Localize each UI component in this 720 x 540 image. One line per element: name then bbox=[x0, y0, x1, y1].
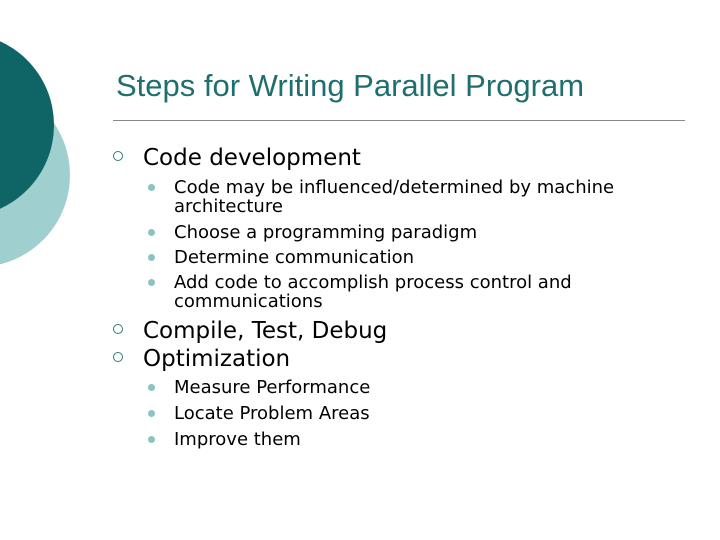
filled-dot-bullet-icon bbox=[148, 279, 155, 286]
decorative-circles bbox=[0, 0, 120, 300]
slide-title: Steps for Writing Parallel Program bbox=[116, 68, 585, 103]
bullet-code-development: Code development bbox=[143, 145, 361, 171]
sub-bullet-machine-architecture: Code may be influenced/determined by machine architecture bbox=[174, 178, 694, 216]
title-divider bbox=[113, 120, 685, 121]
hollow-circle-bullet-icon bbox=[113, 151, 123, 161]
sub-bullet-measure-performance: Measure Performance bbox=[174, 378, 370, 397]
bullet-optimization: Optimization bbox=[143, 346, 290, 372]
filled-dot-bullet-icon bbox=[148, 384, 155, 391]
bullet-compile-test-debug: Compile, Test, Debug bbox=[143, 318, 387, 344]
sub-bullet-programming-paradigm: Choose a programming paradigm bbox=[174, 223, 477, 242]
filled-dot-bullet-icon bbox=[148, 229, 155, 236]
filled-dot-bullet-icon bbox=[148, 254, 155, 261]
filled-dot-bullet-icon bbox=[148, 184, 155, 191]
hollow-circle-bullet-icon bbox=[113, 352, 123, 362]
sub-bullet-locate-problem-areas: Locate Problem Areas bbox=[174, 404, 370, 423]
filled-dot-bullet-icon bbox=[148, 436, 155, 443]
sub-bullet-determine-communication: Determine communication bbox=[174, 248, 414, 267]
filled-dot-bullet-icon bbox=[148, 410, 155, 417]
hollow-circle-bullet-icon bbox=[113, 324, 123, 334]
sub-bullet-improve-them: Improve them bbox=[174, 430, 301, 449]
sub-bullet-process-control: Add code to accomplish process control and communications bbox=[174, 273, 694, 311]
